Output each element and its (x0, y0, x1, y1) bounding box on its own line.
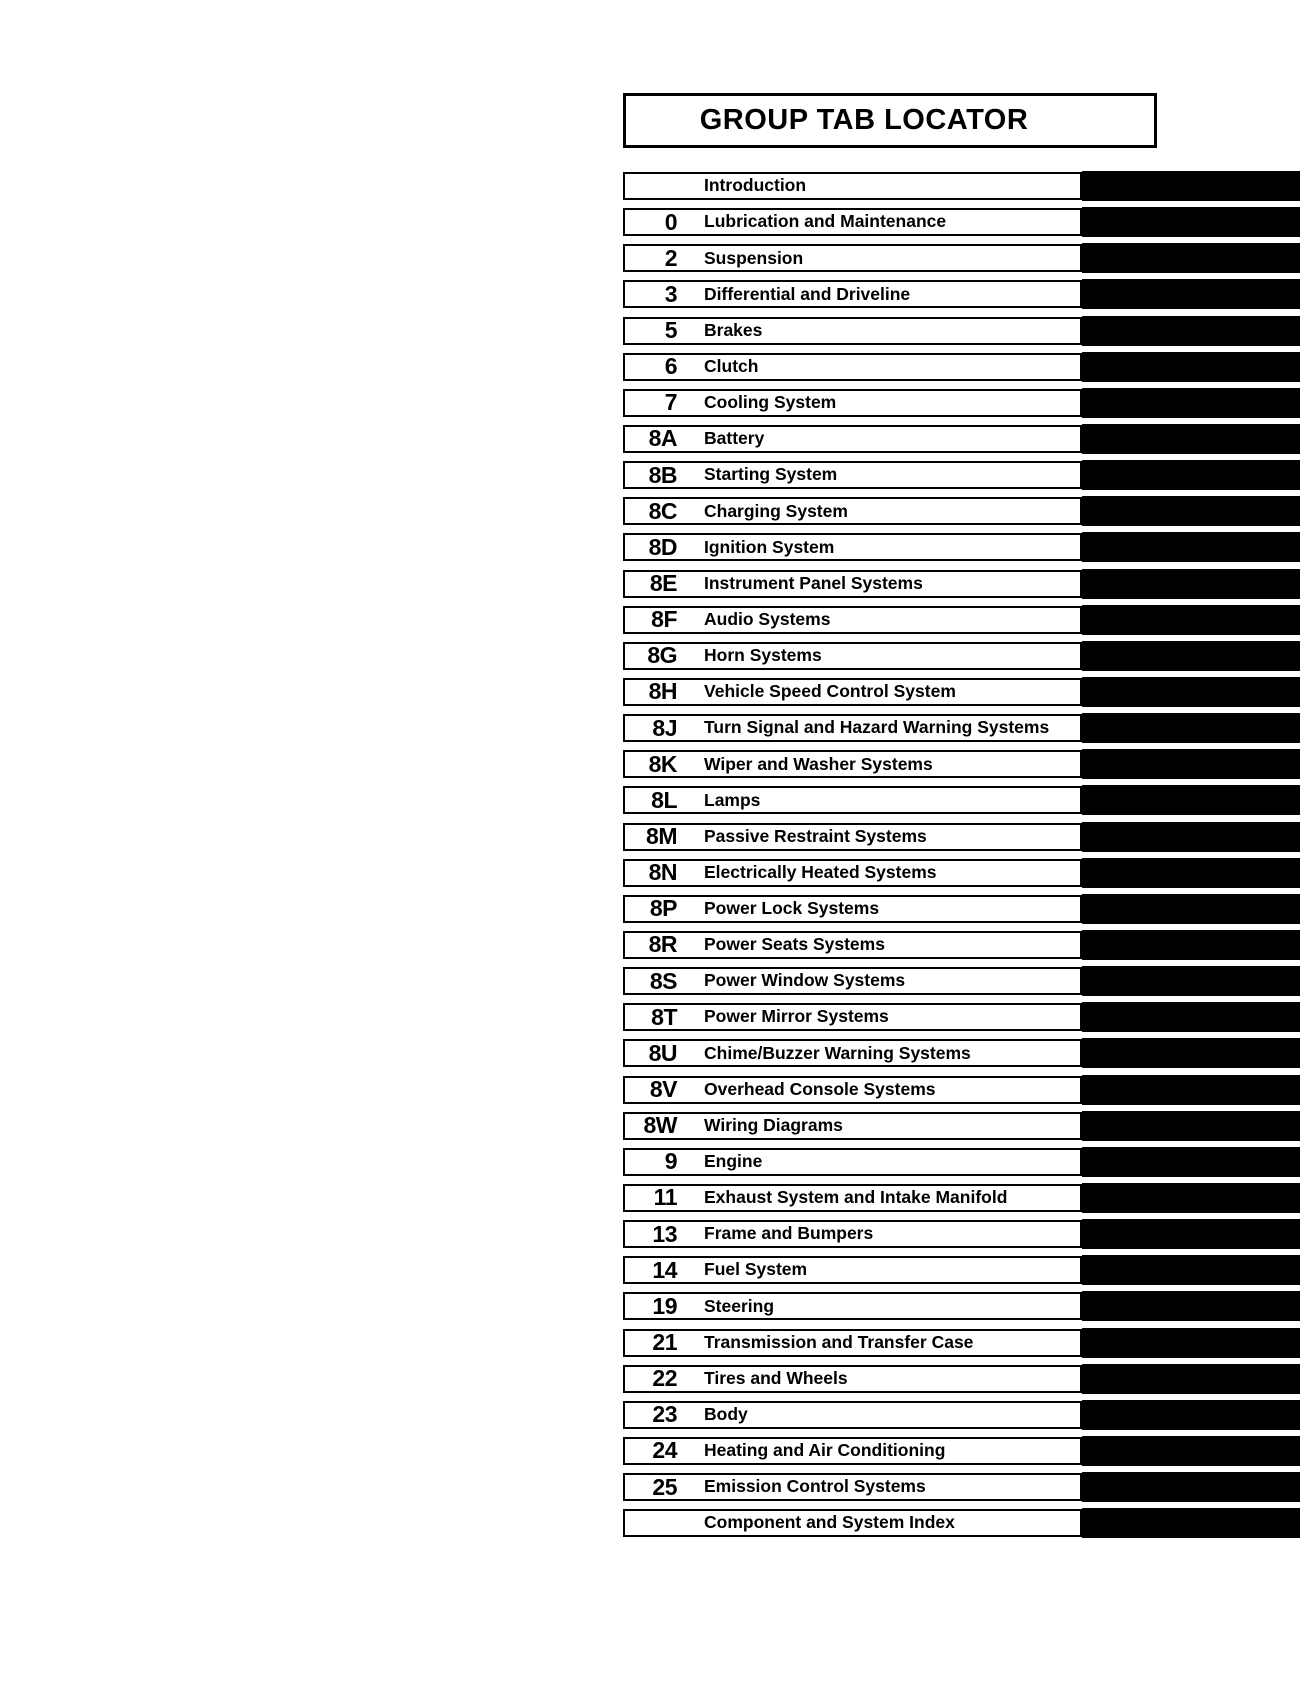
group-row-box (623, 1329, 1082, 1357)
group-row-box (623, 389, 1082, 417)
group-tab-marker (1082, 1147, 1300, 1177)
group-tab-row (623, 497, 1300, 525)
group-code: 14 (652, 1256, 677, 1283)
group-tab-row (623, 714, 1300, 742)
group-code: 8T (651, 1003, 677, 1030)
group-code: 8G (647, 642, 677, 669)
group-tab-marker (1082, 532, 1300, 562)
group-tab-marker (1082, 930, 1300, 960)
group-label: Ignition System (704, 536, 835, 557)
group-row-box (623, 208, 1082, 236)
group-tab-row (623, 1076, 1300, 1104)
group-code: 6 (664, 353, 677, 380)
group-tab-marker (1082, 569, 1300, 599)
group-row-box (623, 823, 1082, 851)
group-tab-row (623, 172, 1300, 200)
group-label: Body (704, 1404, 748, 1425)
group-tab-row (623, 931, 1300, 959)
group-tab-row (623, 678, 1300, 706)
group-row-box (623, 1148, 1082, 1176)
group-row-box (623, 1256, 1082, 1284)
group-row-box (623, 1292, 1082, 1320)
group-label: Audio Systems (704, 608, 831, 629)
group-tab-row (623, 1401, 1300, 1429)
group-tab-marker (1082, 858, 1300, 888)
group-code: 0 (664, 208, 677, 235)
group-label: Heating and Air Conditioning (704, 1440, 946, 1461)
page-title: GROUP TAB LOCATOR (699, 104, 1029, 136)
group-tab-row (623, 1003, 1300, 1031)
group-code: 8R (648, 931, 677, 958)
group-label: Differential and Driveline (704, 283, 911, 304)
group-code: 8A (648, 425, 677, 452)
group-row-box (623, 1184, 1082, 1212)
group-tab-marker (1082, 243, 1300, 273)
group-code: 8J (652, 714, 677, 741)
group-tab-row (623, 1509, 1300, 1537)
group-code: 8C (648, 497, 677, 524)
group-row-box (623, 1112, 1082, 1140)
group-row-box (623, 1076, 1082, 1104)
group-tab-marker (1082, 496, 1300, 526)
group-tab-marker (1082, 1255, 1300, 1285)
group-row-box (623, 280, 1082, 308)
group-label: Starting System (704, 464, 838, 485)
group-code: 9 (664, 1148, 677, 1175)
group-code: 25 (652, 1473, 677, 1500)
group-tab-marker (1082, 713, 1300, 743)
group-label: Instrument Panel Systems (704, 572, 923, 593)
group-tab-marker (1082, 1219, 1300, 1249)
group-label: Brakes (704, 319, 763, 340)
group-code: 19 (652, 1292, 677, 1319)
group-label: Steering (704, 1295, 775, 1316)
group-row-box (623, 353, 1082, 381)
group-tab-marker (1082, 207, 1300, 237)
group-label: Chime/Buzzer Warning Systems (704, 1042, 971, 1063)
group-tab-row (623, 1112, 1300, 1140)
group-tab-marker (1082, 1472, 1300, 1502)
group-row-box (623, 497, 1082, 525)
group-tab-marker (1082, 1328, 1300, 1358)
group-tab-marker (1082, 1111, 1300, 1141)
group-label: Power Window Systems (704, 970, 906, 991)
group-tab-marker (1082, 641, 1300, 671)
group-row-box (623, 859, 1082, 887)
group-code: 8W (643, 1112, 677, 1139)
group-label: Fuel System (704, 1259, 808, 1280)
group-row-box (623, 1509, 1082, 1537)
group-tab-marker (1082, 677, 1300, 707)
group-row-box (623, 425, 1082, 453)
group-tab-row (623, 786, 1300, 814)
group-tab-row (623, 353, 1300, 381)
group-code: 8U (648, 1039, 677, 1066)
group-code: 8E (649, 570, 677, 597)
group-tab-row (623, 280, 1300, 308)
group-tab-row (623, 859, 1300, 887)
group-label: Cooling System (704, 392, 837, 413)
group-row-box (623, 1473, 1082, 1501)
group-tab-marker (1082, 822, 1300, 852)
group-label: Engine (704, 1151, 763, 1172)
group-tab-marker (1082, 316, 1300, 346)
group-tab-row (623, 1148, 1300, 1176)
group-tab-row (623, 570, 1300, 598)
group-row-box (623, 1220, 1082, 1248)
group-tab-marker (1082, 1436, 1300, 1466)
group-tab-row (623, 461, 1300, 489)
group-label: Charging System (704, 500, 848, 521)
group-row-box (623, 317, 1082, 345)
group-row-box (623, 533, 1082, 561)
group-code: 3 (664, 280, 677, 307)
group-label: Turn Signal and Hazard Warning Systems (704, 717, 1050, 738)
group-tab-row (623, 1039, 1300, 1067)
group-tab-row (623, 606, 1300, 634)
group-tab-marker (1082, 1183, 1300, 1213)
group-code: 8M (646, 823, 677, 850)
group-label: Lamps (704, 789, 761, 810)
group-tab-marker (1082, 894, 1300, 924)
group-tab-row (623, 823, 1300, 851)
group-tab-marker (1082, 605, 1300, 635)
group-row-box (623, 1039, 1082, 1067)
group-row-box (623, 606, 1082, 634)
group-tab-marker (1082, 1400, 1300, 1430)
group-code: 8S (649, 967, 677, 994)
group-code: 8K (648, 750, 677, 777)
group-label: Wiper and Washer Systems (704, 753, 933, 774)
group-label: Overhead Console Systems (704, 1078, 936, 1099)
group-tab-row (623, 967, 1300, 995)
group-tab-marker (1082, 1002, 1300, 1032)
group-tab-row (623, 1473, 1300, 1501)
group-code: 8B (648, 461, 677, 488)
group-tab-marker (1082, 424, 1300, 454)
group-tab-row (623, 750, 1300, 778)
group-code: 23 (652, 1401, 677, 1428)
group-label: Battery (704, 428, 765, 449)
group-row-box (623, 1365, 1082, 1393)
group-code: 8D (648, 533, 677, 560)
group-tab-row (623, 533, 1300, 561)
group-tab-marker (1082, 388, 1300, 418)
group-code: 8H (648, 678, 677, 705)
group-code: 8V (649, 1076, 677, 1103)
group-code: 8P (649, 895, 677, 922)
group-label: Power Seats Systems (704, 934, 885, 955)
group-code: 8F (651, 606, 677, 633)
group-tab-marker (1082, 1291, 1300, 1321)
group-row-box (623, 1437, 1082, 1465)
group-code: 24 (652, 1437, 677, 1464)
group-label: Horn Systems (704, 645, 822, 666)
group-label: Transmission and Transfer Case (704, 1331, 974, 1352)
group-row-box (623, 678, 1082, 706)
group-label: Tires and Wheels (704, 1367, 848, 1388)
group-label: Power Mirror Systems (704, 1006, 889, 1027)
group-tab-marker (1082, 749, 1300, 779)
group-tab-row (623, 1329, 1300, 1357)
group-row-box (623, 750, 1082, 778)
group-tab-row (623, 208, 1300, 236)
group-tab-marker (1082, 1508, 1300, 1538)
group-tab-marker (1082, 460, 1300, 490)
group-tab-marker (1082, 171, 1300, 201)
group-tab-row (623, 1365, 1300, 1393)
group-label: Introduction (704, 175, 807, 196)
group-tab-marker (1082, 1075, 1300, 1105)
group-label: Vehicle Speed Control System (704, 681, 956, 702)
group-tab-row (623, 389, 1300, 417)
group-label: Power Lock Systems (704, 898, 880, 919)
group-row-box (623, 461, 1082, 489)
group-tab-row (623, 317, 1300, 345)
group-code: 21 (652, 1329, 677, 1355)
group-tab-marker (1082, 785, 1300, 815)
group-tab-row (623, 1184, 1300, 1212)
group-code: 8N (648, 859, 677, 886)
group-label: Wiring Diagrams (704, 1114, 843, 1135)
group-code: 2 (664, 244, 677, 271)
group-label: Clutch (704, 355, 759, 376)
group-label: Electrically Heated Systems (704, 861, 937, 882)
group-row-box (623, 714, 1082, 742)
group-tab-list (623, 172, 1300, 1545)
group-code: 8L (651, 786, 677, 813)
group-code: 5 (664, 317, 677, 344)
group-tab-row (623, 895, 1300, 923)
group-row-box (623, 244, 1082, 272)
group-row-box (623, 172, 1082, 200)
group-code: 13 (652, 1220, 677, 1247)
group-label: Exhaust System and Intake Manifold (704, 1187, 1008, 1208)
group-tab-row (623, 244, 1300, 272)
group-tab-row (623, 1437, 1300, 1465)
group-label: Frame and Bumpers (704, 1223, 874, 1244)
group-row-box (623, 967, 1082, 995)
group-tab-row (623, 1292, 1300, 1320)
group-label: Suspension (704, 247, 804, 268)
group-tab-row (623, 425, 1300, 453)
group-tab-row (623, 1220, 1300, 1248)
group-label: Emission Control Systems (704, 1476, 926, 1497)
group-label: Passive Restraint Systems (704, 825, 927, 846)
group-tab-row (623, 642, 1300, 670)
group-code: 7 (664, 389, 677, 416)
group-row-box (623, 1401, 1082, 1429)
group-row-box (623, 786, 1082, 814)
group-tab-marker (1082, 1038, 1300, 1068)
group-tab-marker (1082, 279, 1300, 309)
group-row-box (623, 931, 1082, 959)
group-label: Component and System Index (704, 1512, 955, 1533)
page-title-box (623, 93, 1157, 148)
group-label: Lubrication and Maintenance (704, 211, 947, 232)
group-row-box (623, 1003, 1082, 1031)
group-tab-marker (1082, 966, 1300, 996)
group-row-box (623, 895, 1082, 923)
group-row-box (623, 570, 1082, 598)
group-tab-row (623, 1256, 1300, 1284)
group-code: 11 (653, 1184, 677, 1211)
group-tab-marker (1082, 1364, 1300, 1394)
group-row-box (623, 642, 1082, 670)
group-tab-marker (1082, 352, 1300, 382)
group-code: 22 (652, 1365, 677, 1392)
